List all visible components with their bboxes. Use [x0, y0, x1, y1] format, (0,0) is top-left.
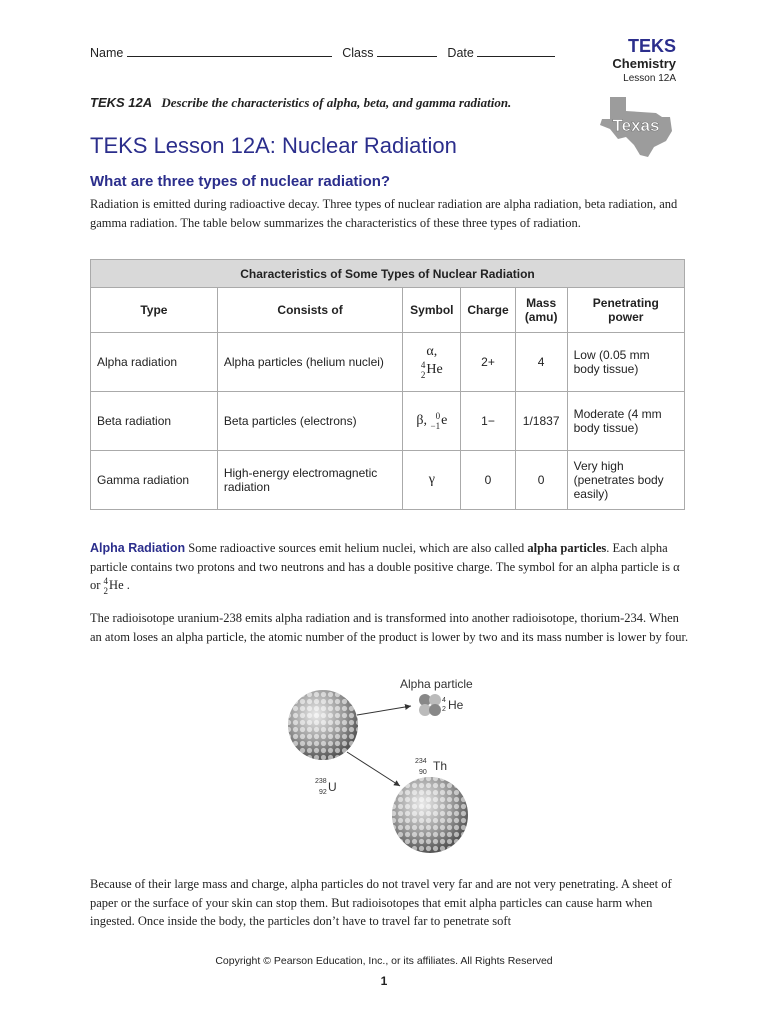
cell-power: Very high (penetrates body easily) — [567, 451, 684, 510]
date-label: Date — [447, 46, 474, 60]
iso-symbol: He — [426, 362, 443, 378]
he-mass: 4 — [103, 576, 109, 587]
cell-type: Gamma radiation — [91, 451, 218, 510]
page-number: 1 — [380, 974, 388, 988]
he-number: 2 — [103, 586, 109, 597]
header-type: Type — [91, 288, 218, 333]
symbol-greek: β, — [416, 413, 427, 429]
isotope-numbers — [421, 360, 426, 380]
cell-consists: Alpha particles (helium nuclei) — [217, 333, 403, 392]
iso-number: 2 — [420, 370, 426, 380]
iso-symbol: e — [441, 413, 448, 429]
student-info-line — [90, 45, 555, 60]
isotope-numbers — [431, 411, 441, 431]
alpha-particle-label: Alpha particle — [400, 677, 473, 691]
cell-mass: 1/1837 — [515, 392, 567, 451]
cell-symbol: γ — [403, 451, 461, 510]
uranium-nucleus-icon — [288, 690, 358, 760]
class-blank[interactable] — [377, 45, 437, 57]
name-blank[interactable] — [127, 45, 332, 57]
arrow-to-thorium — [347, 752, 400, 786]
he-mass-label: 4 — [442, 697, 446, 704]
alpha-decay-diagram — [285, 670, 485, 865]
texas-logo — [596, 95, 676, 159]
thorium-nucleus-icon — [392, 777, 468, 853]
header-symbol: Symbol — [403, 288, 461, 333]
u-symbol-label: U — [328, 780, 337, 794]
th-number-label: 90 — [419, 769, 427, 776]
page-title: TEKS Lesson 12A: Nuclear Radiation — [90, 133, 457, 158]
brand-subject: Chemistry — [612, 56, 676, 71]
cell-mass: 4 — [515, 333, 567, 392]
cell-mass: 0 — [515, 451, 567, 510]
cell-power: Moderate (4 mm body tissue) — [567, 392, 684, 451]
u-mass-label: 238 — [315, 778, 327, 785]
he-isotope-numbers — [104, 576, 109, 596]
cell-type: Beta radiation — [91, 392, 218, 451]
he-number-label: 2 — [442, 706, 446, 713]
cell-charge: 0 — [461, 451, 515, 510]
header-mass: Mass (amu) — [515, 288, 567, 333]
symbol-greek: α, — [426, 344, 438, 359]
cell-consists: Beta particles (electrons) — [217, 392, 403, 451]
iso-mass: 4 — [420, 360, 426, 370]
alpha-particles-term: alpha particles — [527, 541, 607, 555]
brand-teks: TEKS — [627, 36, 676, 56]
table-row — [91, 392, 685, 451]
class-label: Class — [342, 46, 374, 60]
cell-symbol — [403, 392, 461, 451]
penetration-paragraph: Because of their large mass and charge, alpha particles do not travel very far and are not very penetrating. A sheet of paper or the surface of your skin can stop them. But radioisotopes that emit alpha particles can cause harm when ingested. Once inside the body, the particles don’t have to travel far to penetrate soft — [90, 877, 672, 928]
alpha-radiation-paragraph — [90, 539, 690, 596]
header-consists: Consists of — [217, 288, 403, 333]
he-symbol: He — [109, 578, 124, 592]
alpha-particle-icon — [419, 694, 441, 716]
table-row — [91, 451, 685, 510]
header-charge: Charge — [461, 288, 515, 333]
teks-code: TEKS 12A — [90, 95, 153, 110]
intro-paragraph: Radiation is emitted during radioactive decay. Three types of nuclear radiation are alpha radiation, beta radiation, and gamma radiation. The table below summarizes the characteristics of these three types of radiation. — [90, 197, 678, 230]
brand-block — [612, 36, 676, 85]
name-label: Name — [90, 46, 124, 60]
teks-description: Describe the characteristics of alpha, beta, and gamma radiation. — [161, 95, 512, 110]
cell-charge: 1− — [461, 392, 515, 451]
radiation-table — [90, 259, 685, 510]
alpha-text-2: . Each alpha particle contains two protons and two neutrons and has a double positive charge. The symbol for an alpha particle is α or — [90, 541, 680, 592]
teks-standard-line — [90, 95, 511, 111]
alpha-text-1: Some radioactive sources emit helium nuclei, which are also called — [185, 541, 528, 555]
he-symbol-label: He — [448, 698, 464, 712]
copyright-footer: Copyright © Pearson Education, Inc., or its affiliates. All Rights Reserved — [215, 955, 553, 967]
uranium-paragraph: The radioisotope uranium-238 emits alpha radiation and is transformed into another radioisotope, thorium-234. When an atom loses an alpha particle, the atomic number of the product is lower by two and its mass number is lower by four. — [90, 611, 689, 644]
texas-logo-text: Texas — [612, 116, 660, 135]
alpha-text-3: . — [123, 578, 130, 592]
section-heading: What are three types of nuclear radiation? — [90, 173, 391, 190]
header-power: Penetrating power — [567, 288, 684, 333]
cell-consists: High-energy electromagnetic radiation — [217, 451, 403, 510]
cell-power: Low (0.05 mm body tissue) — [567, 333, 684, 392]
u-number-label: 92 — [319, 789, 327, 796]
alpha-radiation-lead: Alpha Radiation — [90, 541, 186, 555]
cell-type: Alpha radiation — [91, 333, 218, 392]
brand-lesson: Lesson 12A — [623, 73, 676, 84]
table-row — [91, 333, 685, 392]
table-header-row — [91, 288, 685, 333]
date-blank[interactable] — [477, 45, 555, 57]
cell-symbol — [403, 333, 461, 392]
iso-mass: 0 — [435, 411, 441, 421]
arrow-to-alpha — [357, 706, 411, 715]
cell-charge: 2+ — [461, 333, 515, 392]
iso-number: −1 — [430, 421, 441, 431]
th-mass-label: 234 — [415, 758, 427, 765]
th-symbol-label: Th — [433, 759, 448, 773]
table-caption: Characteristics of Some Types of Nuclear Radiation — [91, 260, 685, 288]
